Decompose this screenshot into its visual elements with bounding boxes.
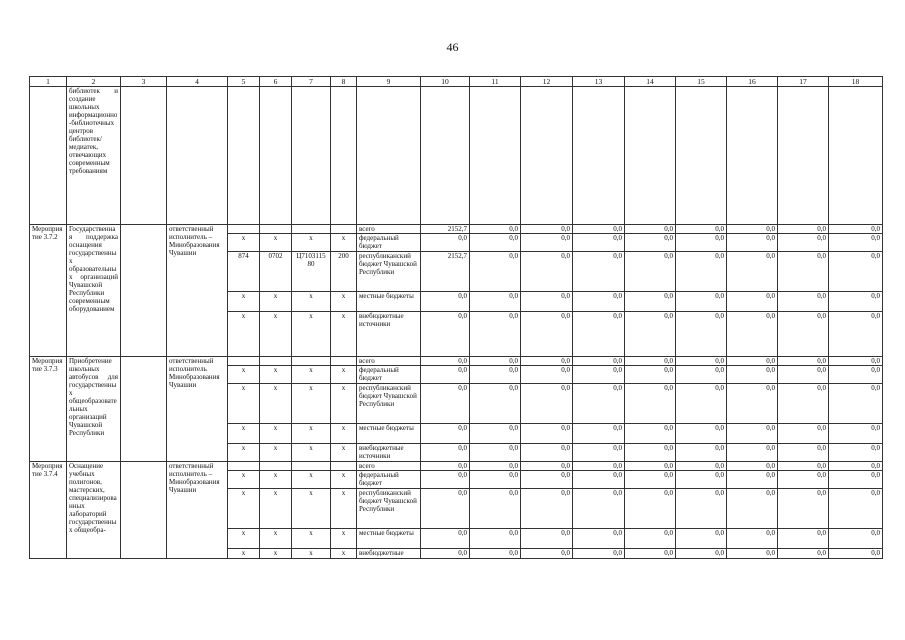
code-target: x — [292, 529, 331, 549]
value-col-17: 0,0 — [778, 225, 829, 234]
code-type — [331, 357, 357, 366]
event-id: Мероприятие 3.7.4 — [30, 462, 67, 559]
funding-source: республиканский бюджет Чувашской Республики — [357, 489, 421, 529]
event-executor: ответственный исполнитель Минобразования Чувашии — [167, 357, 228, 462]
value-col-10: 0,0 — [421, 462, 470, 471]
column-header-17: 17 — [778, 77, 829, 87]
value-col-16: 0,0 — [727, 424, 778, 444]
code-grbs: x — [228, 549, 260, 559]
budget-table — [29, 76, 883, 559]
value-col-12: 0,0 — [521, 292, 573, 312]
funding-source: внебюджетные источники — [357, 312, 421, 357]
value-col-10: 2152,7 — [421, 252, 470, 292]
value-col-15: 0,0 — [676, 471, 727, 489]
code-target: x — [292, 471, 331, 489]
value-col-13: 0,0 — [573, 312, 625, 357]
value-col-13: 0,0 — [573, 471, 625, 489]
value-col-18: 0,0 — [829, 489, 883, 529]
code-type: x — [331, 424, 357, 444]
code-target: Ц7103115 80 — [292, 252, 331, 292]
value-col-13: 0,0 — [573, 225, 625, 234]
value-col-10: 0,0 — [421, 549, 470, 559]
column-header-16: 16 — [727, 77, 778, 87]
value-col-18: 0,0 — [829, 529, 883, 549]
code-target: x — [292, 444, 331, 462]
code-target: x — [292, 489, 331, 529]
funding-source: республиканский бюджет Чувашской Республики — [357, 384, 421, 424]
code-section: x — [260, 366, 292, 384]
value-col-13: 0,0 — [573, 252, 625, 292]
code-target: x — [292, 549, 331, 559]
value-col-16: 0,0 — [727, 234, 778, 252]
code-type: x — [331, 366, 357, 384]
continuation-name: библиотек и создание школьных информационно-библиотечных центров библиотек/медиатек, отвечающих современным требованиям — [67, 87, 121, 225]
funding-source: федеральный бюджет — [357, 366, 421, 384]
value-col-17: 0,0 — [778, 462, 829, 471]
code-grbs — [228, 357, 260, 366]
column-header-13: 13 — [573, 77, 625, 87]
code-type: x — [331, 444, 357, 462]
value-col-10: 0,0 — [421, 366, 470, 384]
value-col-11: 0,0 — [470, 424, 521, 444]
value-col-10: 0,0 — [421, 312, 470, 357]
value-col-11: 0,0 — [470, 444, 521, 462]
cell — [331, 87, 357, 225]
code-target — [292, 357, 331, 366]
code-grbs: 874 — [228, 252, 260, 292]
value-col-18: 0,0 — [829, 549, 883, 559]
value-col-14: 0,0 — [625, 444, 676, 462]
value-col-11: 0,0 — [470, 234, 521, 252]
cell — [121, 462, 167, 559]
code-section: x — [260, 529, 292, 549]
value-col-13: 0,0 — [573, 529, 625, 549]
value-col-11: 0,0 — [470, 489, 521, 529]
value-col-13: 0,0 — [573, 462, 625, 471]
code-section — [260, 225, 292, 234]
value-col-17: 0,0 — [778, 444, 829, 462]
code-grbs: x — [228, 384, 260, 424]
funding-source: федеральный бюджет — [357, 234, 421, 252]
code-section: x — [260, 312, 292, 357]
code-grbs: x — [228, 489, 260, 529]
value-col-10: 0,0 — [421, 292, 470, 312]
value-col-18: 0,0 — [829, 234, 883, 252]
value-col-14: 0,0 — [625, 252, 676, 292]
value-col-12: 0,0 — [521, 489, 573, 529]
event-name: Приобретение школьных автобусов для государственных общеобразовательных организаций Чувашской Республики — [67, 357, 121, 462]
page-number: 46 — [446, 40, 459, 54]
column-header-12: 12 — [521, 77, 573, 87]
value-col-10: 0,0 — [421, 357, 470, 366]
cell — [292, 87, 331, 225]
value-col-15: 0,0 — [676, 252, 727, 292]
code-grbs: x — [228, 292, 260, 312]
cell — [778, 87, 829, 225]
value-col-16: 0,0 — [727, 384, 778, 424]
column-header-6: 6 — [260, 77, 292, 87]
code-type: x — [331, 489, 357, 529]
value-col-14: 0,0 — [625, 424, 676, 444]
value-col-14: 0,0 — [625, 234, 676, 252]
column-header-7: 7 — [292, 77, 331, 87]
value-col-11: 0,0 — [470, 292, 521, 312]
event-executor: ответственный исполнитель – Минобразования Чувашии — [167, 462, 228, 559]
value-col-16: 0,0 — [727, 312, 778, 357]
value-col-17: 0,0 — [778, 366, 829, 384]
value-col-11: 0,0 — [470, 252, 521, 292]
code-section: x — [260, 234, 292, 252]
cell — [676, 87, 727, 225]
value-col-15: 0,0 — [676, 292, 727, 312]
value-col-18: 0,0 — [829, 225, 883, 234]
value-col-11: 0,0 — [470, 529, 521, 549]
value-col-14: 0,0 — [625, 225, 676, 234]
value-col-14: 0,0 — [625, 366, 676, 384]
value-col-11: 0,0 — [470, 357, 521, 366]
value-col-18: 0,0 — [829, 471, 883, 489]
value-col-12: 0,0 — [521, 234, 573, 252]
code-section — [260, 462, 292, 471]
value-col-12: 0,0 — [521, 366, 573, 384]
value-col-18: 0,0 — [829, 357, 883, 366]
value-col-15: 0,0 — [676, 312, 727, 357]
code-section: 0702 — [260, 252, 292, 292]
value-col-14: 0,0 — [625, 549, 676, 559]
event-id: Мероприятие 3.7.3 — [30, 357, 67, 462]
value-col-12: 0,0 — [521, 384, 573, 424]
value-col-16: 0,0 — [727, 292, 778, 312]
value-col-18: 0,0 — [829, 424, 883, 444]
value-col-18: 0,0 — [829, 384, 883, 424]
column-header-8: 8 — [331, 77, 357, 87]
code-section: x — [260, 444, 292, 462]
code-type: x — [331, 384, 357, 424]
code-grbs: x — [228, 529, 260, 549]
value-col-18: 0,0 — [829, 462, 883, 471]
value-col-15: 0,0 — [676, 529, 727, 549]
value-col-14: 0,0 — [625, 292, 676, 312]
value-col-10: 0,0 — [421, 234, 470, 252]
value-col-12: 0,0 — [521, 225, 573, 234]
value-col-17: 0,0 — [778, 357, 829, 366]
table-row — [30, 357, 883, 366]
table-row — [30, 225, 883, 234]
value-col-11: 0,0 — [470, 384, 521, 424]
cell — [121, 87, 167, 225]
code-type: x — [331, 234, 357, 252]
value-col-11: 0,0 — [470, 462, 521, 471]
value-col-16: 0,0 — [727, 549, 778, 559]
funding-source: местные бюджеты — [357, 424, 421, 444]
column-header-10: 10 — [421, 77, 470, 87]
table-body — [30, 77, 883, 559]
value-col-12: 0,0 — [521, 529, 573, 549]
value-col-15: 0,0 — [676, 489, 727, 529]
value-col-15: 0,0 — [676, 384, 727, 424]
value-col-12: 0,0 — [521, 462, 573, 471]
cell — [625, 87, 676, 225]
funding-source: внебюджетные источники — [357, 444, 421, 462]
cell — [121, 357, 167, 462]
value-col-14: 0,0 — [625, 357, 676, 366]
column-header-1: 1 — [30, 77, 67, 87]
value-col-16: 0,0 — [727, 471, 778, 489]
value-col-10: 0,0 — [421, 444, 470, 462]
value-col-17: 0,0 — [778, 234, 829, 252]
value-col-17: 0,0 — [778, 424, 829, 444]
value-col-14: 0,0 — [625, 312, 676, 357]
code-type: 200 — [331, 252, 357, 292]
column-header-5: 5 — [228, 77, 260, 87]
code-type: x — [331, 471, 357, 489]
code-target: x — [292, 366, 331, 384]
value-col-12: 0,0 — [521, 549, 573, 559]
value-col-12: 0,0 — [521, 357, 573, 366]
value-col-13: 0,0 — [573, 357, 625, 366]
value-col-15: 0,0 — [676, 366, 727, 384]
cell — [727, 87, 778, 225]
code-section — [260, 357, 292, 366]
value-col-16: 0,0 — [727, 489, 778, 529]
value-col-11: 0,0 — [470, 366, 521, 384]
cell — [167, 87, 228, 225]
funding-source: всего — [357, 462, 421, 471]
value-col-16: 0,0 — [727, 444, 778, 462]
value-col-15: 0,0 — [676, 462, 727, 471]
value-col-14: 0,0 — [625, 529, 676, 549]
value-col-10: 0,0 — [421, 529, 470, 549]
value-col-15: 0,0 — [676, 225, 727, 234]
code-section: x — [260, 424, 292, 444]
value-col-15: 0,0 — [676, 357, 727, 366]
value-col-10: 0,0 — [421, 384, 470, 424]
event-executor: ответственный исполнитель – Минобразования Чувашии — [167, 225, 228, 357]
value-col-14: 0,0 — [625, 384, 676, 424]
value-col-16: 0,0 — [727, 252, 778, 292]
code-grbs — [228, 225, 260, 234]
value-col-13: 0,0 — [573, 424, 625, 444]
value-col-12: 0,0 — [521, 252, 573, 292]
value-col-16: 0,0 — [727, 225, 778, 234]
cell — [357, 87, 421, 225]
value-col-16: 0,0 — [727, 462, 778, 471]
event-name: Государственная поддержка оснащения государственных образовательных организаций Чувашской Республики современным оборудованием — [67, 225, 121, 357]
value-col-14: 0,0 — [625, 462, 676, 471]
cell — [521, 87, 573, 225]
value-col-11: 0,0 — [470, 549, 521, 559]
cell — [421, 87, 470, 225]
code-grbs: x — [228, 444, 260, 462]
value-col-17: 0,0 — [778, 312, 829, 357]
event-name: Оснащение учебных полигонов, мастерских, специализированных лабораторий государственных общеобра- — [67, 462, 121, 559]
cell — [829, 87, 883, 225]
value-col-16: 0,0 — [727, 357, 778, 366]
value-col-13: 0,0 — [573, 384, 625, 424]
code-type: x — [331, 549, 357, 559]
value-col-10: 0,0 — [421, 471, 470, 489]
value-col-14: 0,0 — [625, 471, 676, 489]
continuation-row — [30, 87, 883, 225]
value-col-18: 0,0 — [829, 312, 883, 357]
column-header-9: 9 — [357, 77, 421, 87]
value-col-18: 0,0 — [829, 252, 883, 292]
value-col-13: 0,0 — [573, 234, 625, 252]
code-grbs — [228, 462, 260, 471]
value-col-17: 0,0 — [778, 471, 829, 489]
value-col-12: 0,0 — [521, 424, 573, 444]
code-target: x — [292, 384, 331, 424]
value-col-13: 0,0 — [573, 366, 625, 384]
value-col-11: 0,0 — [470, 312, 521, 357]
value-col-17: 0,0 — [778, 292, 829, 312]
value-col-12: 0,0 — [521, 444, 573, 462]
value-col-16: 0,0 — [727, 366, 778, 384]
code-target: x — [292, 292, 331, 312]
value-col-18: 0,0 — [829, 292, 883, 312]
value-col-10: 0,0 — [421, 424, 470, 444]
funding-source: федеральный бюджет — [357, 471, 421, 489]
value-col-17: 0,0 — [778, 489, 829, 529]
code-section: x — [260, 489, 292, 529]
cell — [260, 87, 292, 225]
value-col-15: 0,0 — [676, 234, 727, 252]
value-col-18: 0,0 — [829, 366, 883, 384]
code-grbs: x — [228, 471, 260, 489]
value-col-17: 0,0 — [778, 529, 829, 549]
code-section: x — [260, 549, 292, 559]
value-col-15: 0,0 — [676, 444, 727, 462]
code-type — [331, 225, 357, 234]
code-type — [331, 462, 357, 471]
value-col-18: 0,0 — [829, 444, 883, 462]
funding-source: местные бюджеты — [357, 292, 421, 312]
cell — [470, 87, 521, 225]
cell — [30, 87, 67, 225]
code-target — [292, 225, 331, 234]
value-col-11: 0,0 — [470, 471, 521, 489]
funding-source: всего — [357, 357, 421, 366]
code-section: x — [260, 292, 292, 312]
value-col-13: 0,0 — [573, 292, 625, 312]
code-target: x — [292, 312, 331, 357]
cell — [228, 87, 260, 225]
header-row — [30, 77, 883, 87]
cell — [573, 87, 625, 225]
code-section: x — [260, 384, 292, 424]
value-col-16: 0,0 — [727, 529, 778, 549]
cell — [121, 225, 167, 357]
value-col-13: 0,0 — [573, 489, 625, 529]
column-header-14: 14 — [625, 77, 676, 87]
code-target: x — [292, 424, 331, 444]
funding-source: всего — [357, 225, 421, 234]
value-col-17: 0,0 — [778, 549, 829, 559]
table-row — [30, 462, 883, 471]
value-col-17: 0,0 — [778, 252, 829, 292]
code-grbs: x — [228, 366, 260, 384]
value-col-12: 0,0 — [521, 312, 573, 357]
code-target: x — [292, 234, 331, 252]
column-header-15: 15 — [676, 77, 727, 87]
value-col-13: 0,0 — [573, 444, 625, 462]
value-col-17: 0,0 — [778, 384, 829, 424]
code-grbs: x — [228, 234, 260, 252]
value-col-12: 0,0 — [521, 471, 573, 489]
code-type: x — [331, 292, 357, 312]
funding-source: местные бюджеты — [357, 529, 421, 549]
column-header-18: 18 — [829, 77, 883, 87]
funding-source: республиканский бюджет Чувашской Республики — [357, 252, 421, 292]
value-col-11: 0,0 — [470, 225, 521, 234]
funding-source: внебюджетные — [357, 549, 421, 559]
column-header-3: 3 — [121, 77, 167, 87]
code-target — [292, 462, 331, 471]
value-col-10: 0,0 — [421, 489, 470, 529]
value-col-15: 0,0 — [676, 549, 727, 559]
column-header-4: 4 — [167, 77, 228, 87]
code-type: x — [331, 312, 357, 357]
code-grbs: x — [228, 312, 260, 357]
column-header-2: 2 — [67, 77, 121, 87]
code-grbs: x — [228, 424, 260, 444]
value-col-15: 0,0 — [676, 424, 727, 444]
value-col-13: 0,0 — [573, 549, 625, 559]
column-header-11: 11 — [470, 77, 521, 87]
value-col-10: 2152,7 — [421, 225, 470, 234]
code-type: x — [331, 529, 357, 549]
code-section: x — [260, 471, 292, 489]
value-col-14: 0,0 — [625, 489, 676, 529]
event-id: Мероприятие 3.7.2 — [30, 225, 67, 357]
